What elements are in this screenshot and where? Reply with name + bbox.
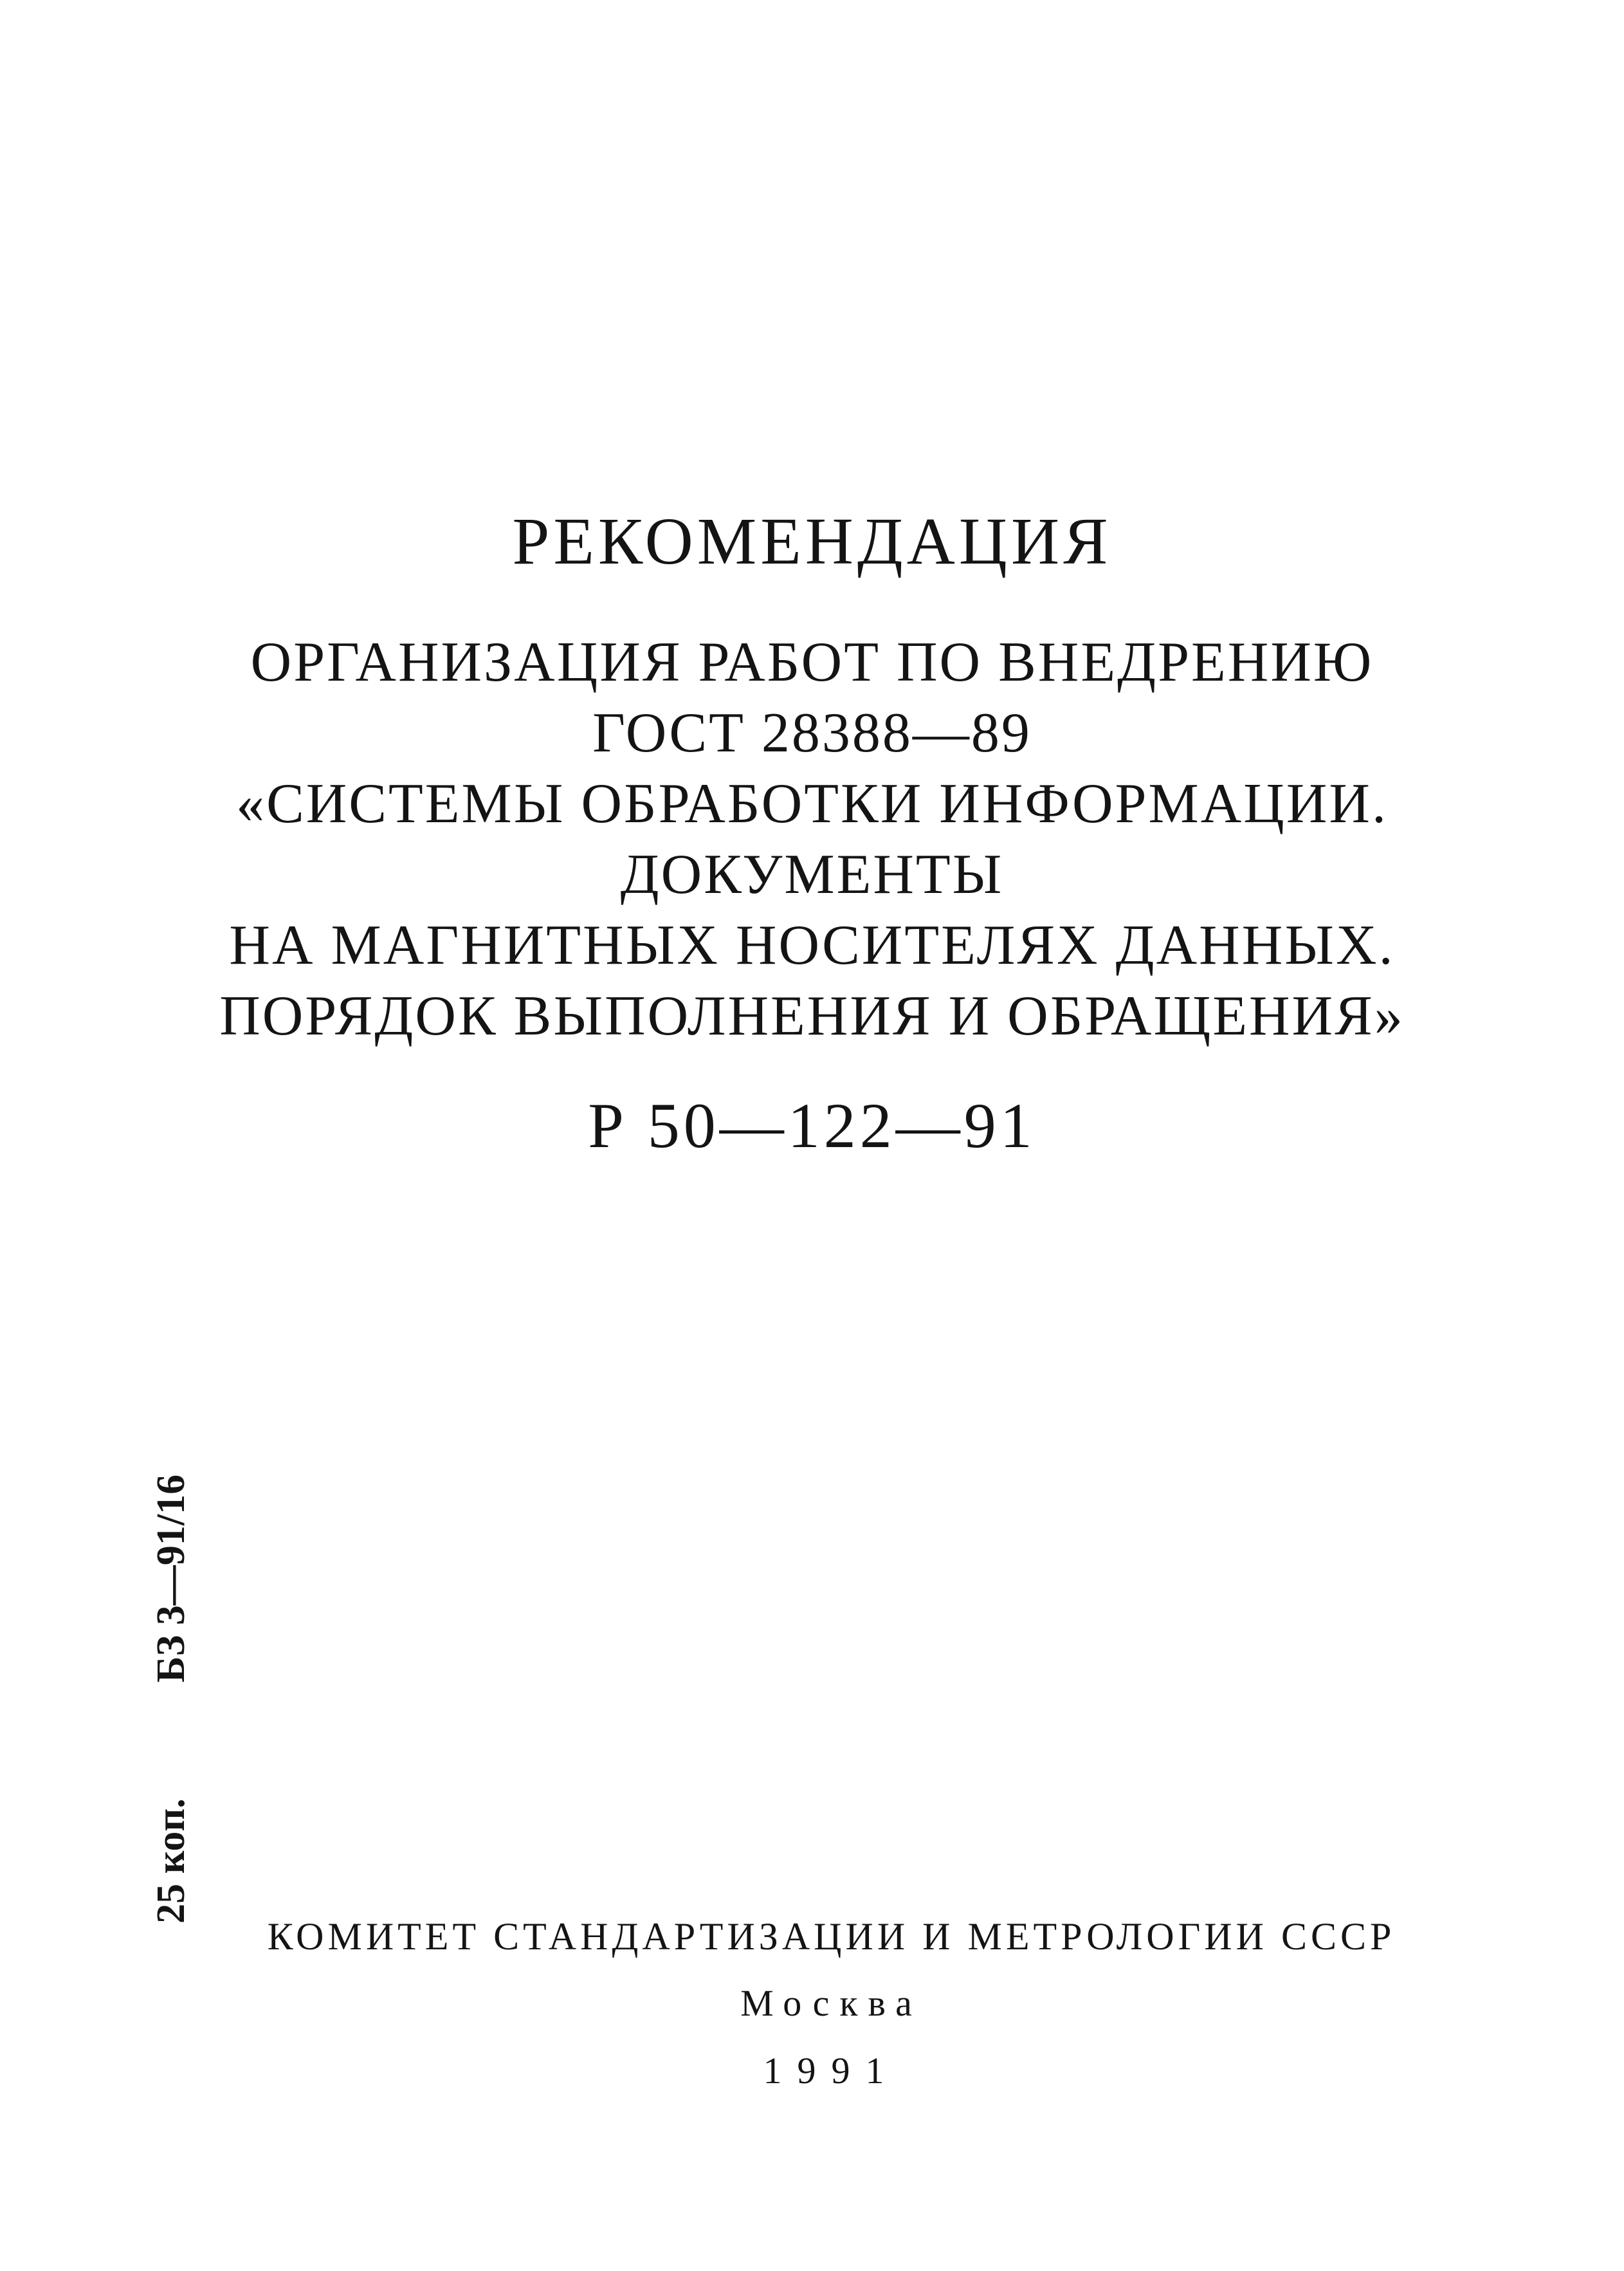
document-title — [0, 627, 1624, 1052]
document-number: Р 50—122—91 — [588, 1090, 1036, 1161]
catalog-code: БЗ 3—91/16 — [149, 1474, 193, 1683]
title-line-6: ПОРЯДОК ВЫПОЛНЕНИЯ И ОБРАЩЕНИЯ» — [219, 985, 1405, 1047]
title-line-3: «СИСТЕМЫ ОБРАБОТКИ ИНФОРМАЦИИ. — [236, 773, 1388, 835]
price-label: 25 коп. — [149, 1798, 193, 1924]
publisher-city: Москва — [740, 1982, 922, 2024]
publisher-organization: КОМИТЕТ СТАНДАРТИЗАЦИИ И МЕТРОЛОГИИ СССР — [267, 1915, 1396, 1958]
document-heading: РЕКОМЕНДАЦИЯ — [512, 504, 1112, 578]
title-line-1: ОРГАНИЗАЦИЯ РАБОТ ПО ВНЕДРЕНИЮ — [250, 631, 1374, 694]
title-line-5: НА МАГНИТНЫХ НОСИТЕЛЯХ ДАННЫХ. — [229, 914, 1395, 977]
side-note — [151, 1475, 191, 1924]
title-line-2: ГОСТ 28388—89 — [592, 702, 1032, 764]
publication-year: 1991 — [763, 2050, 900, 2092]
title-line-4: ДОКУМЕНТЫ — [620, 843, 1004, 906]
